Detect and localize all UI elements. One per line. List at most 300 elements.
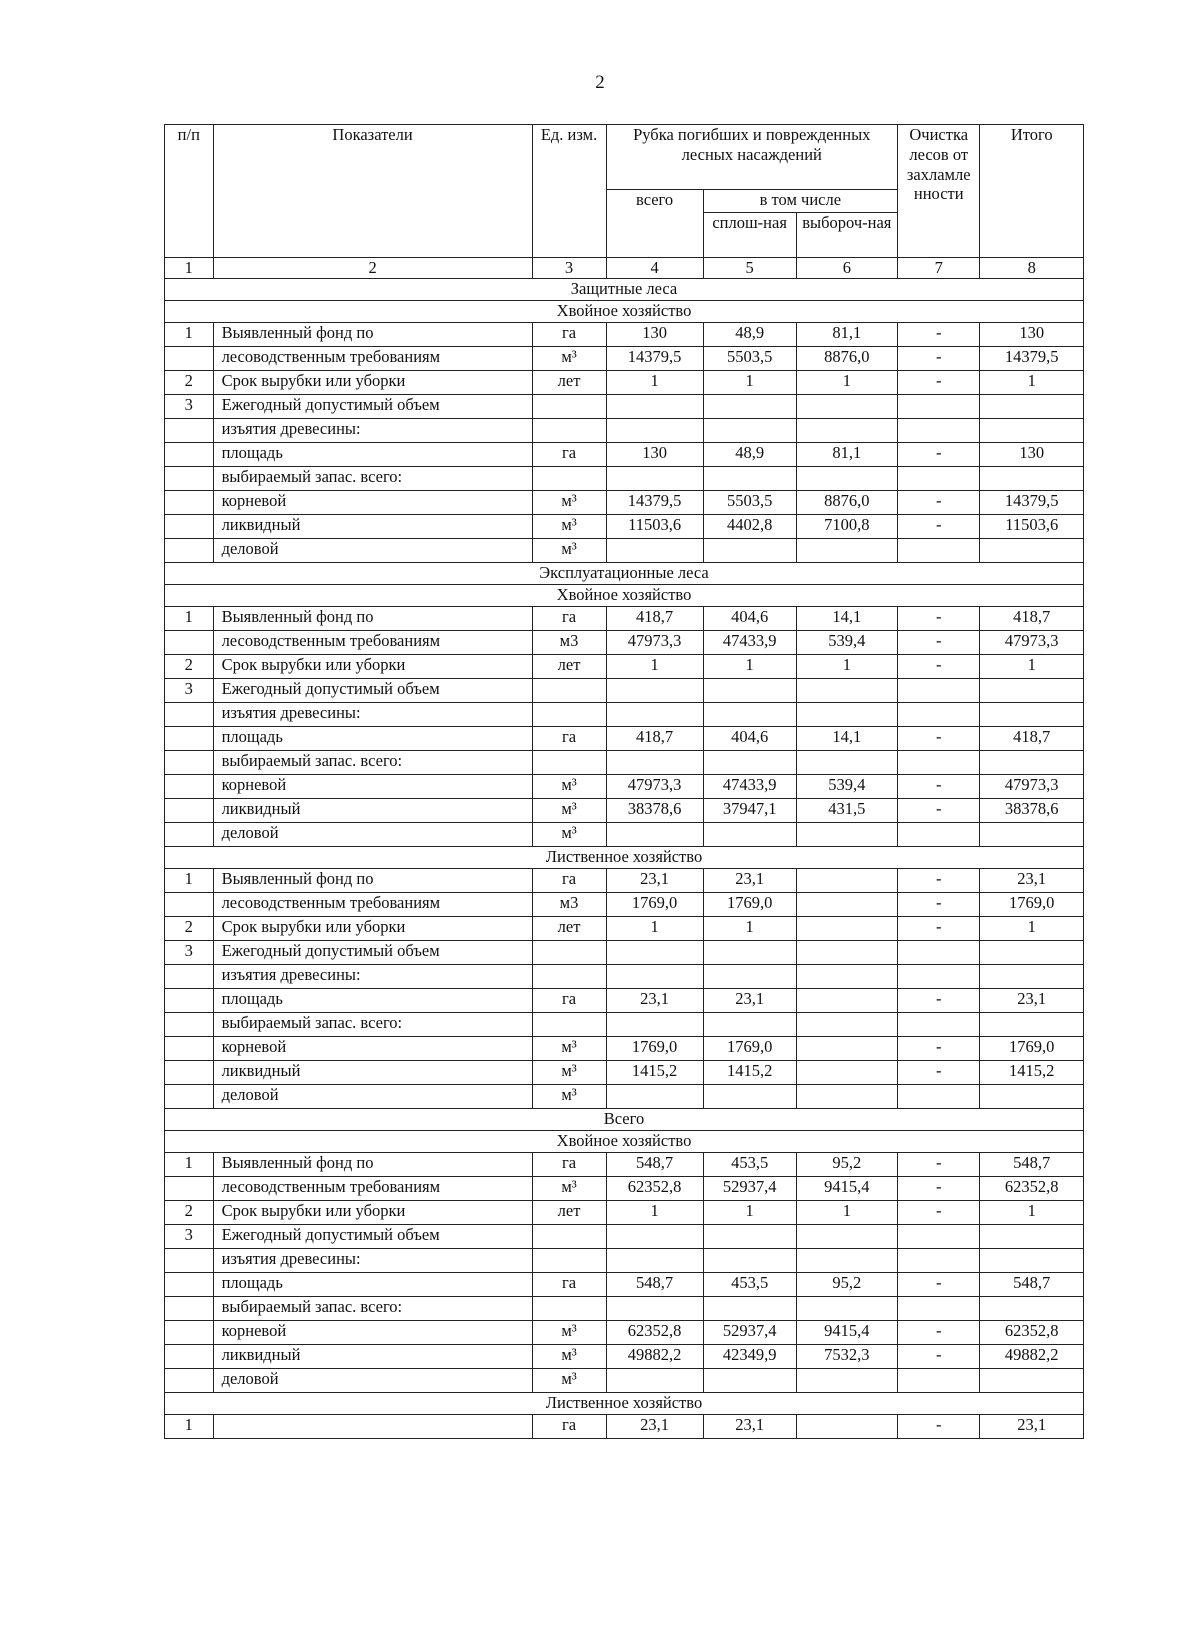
- row-number-cell: 3: [165, 1225, 214, 1249]
- felling-total-cell: [606, 1249, 703, 1273]
- table-row: [165, 1085, 1084, 1109]
- indicator-name-cell: лесоводственным требованиям: [213, 347, 532, 371]
- unit-cell: м³: [532, 347, 606, 371]
- table-row: [165, 515, 1084, 539]
- table-row: [165, 917, 1084, 941]
- cleaning-cell: [898, 395, 980, 419]
- table-row: [165, 1415, 1084, 1439]
- felling-clear-cell: 47433,9: [703, 775, 796, 799]
- row-total-cell: 23,1: [980, 869, 1084, 893]
- felling-total-cell: [606, 965, 703, 989]
- cleaning-cell: -: [898, 869, 980, 893]
- unit-cell: м³: [532, 823, 606, 847]
- unit-cell: м³: [532, 1085, 606, 1109]
- felling-clear-cell: [703, 703, 796, 727]
- felling-clear-cell: 1769,0: [703, 893, 796, 917]
- felling-clear-cell: 453,5: [703, 1153, 796, 1177]
- subsection-heading: Хвойное хозяйство: [165, 1131, 1084, 1153]
- row-total-cell: 1: [980, 917, 1084, 941]
- felling-selective-cell: [796, 679, 897, 703]
- table-row: [165, 965, 1084, 989]
- felling-total-cell: 418,7: [606, 727, 703, 751]
- unit-cell: лет: [532, 917, 606, 941]
- row-number-cell: [165, 703, 214, 727]
- felling-selective-cell: [796, 893, 897, 917]
- subsection-heading-row: [165, 1393, 1084, 1415]
- row-number-cell: [165, 491, 214, 515]
- felling-clear-cell: 42349,9: [703, 1345, 796, 1369]
- forest-felling-table-sheet: [164, 124, 1084, 1439]
- table-row: [165, 1037, 1084, 1061]
- felling-total-cell: [606, 751, 703, 775]
- felling-total-cell: 47973,3: [606, 775, 703, 799]
- felling-total-cell: 38378,6: [606, 799, 703, 823]
- cleaning-cell: -: [898, 1153, 980, 1177]
- row-total-cell: [980, 1249, 1084, 1273]
- felling-clear-cell: 37947,1: [703, 799, 796, 823]
- row-number-cell: [165, 1177, 214, 1201]
- indicator-name-cell: площадь: [213, 443, 532, 467]
- table-row: [165, 323, 1084, 347]
- row-total-cell: [980, 1369, 1084, 1393]
- indicator-name-cell: Ежегодный допустимый объем: [213, 679, 532, 703]
- felling-selective-cell: 7532,3: [796, 1345, 897, 1369]
- indicator-name-cell: деловой: [213, 823, 532, 847]
- felling-clear-cell: [703, 1225, 796, 1249]
- table-row: [165, 371, 1084, 395]
- felling-clear-cell: 52937,4: [703, 1177, 796, 1201]
- felling-selective-cell: 95,2: [796, 1153, 897, 1177]
- felling-clear-cell: [703, 1085, 796, 1109]
- indicator-name-cell: Выявленный фонд по: [213, 1153, 532, 1177]
- cleaning-cell: [898, 1249, 980, 1273]
- section-heading-row: [165, 563, 1084, 585]
- felling-clear-cell: 404,6: [703, 727, 796, 751]
- felling-selective-cell: 539,4: [796, 631, 897, 655]
- header-col-total-felling: всего: [606, 190, 703, 258]
- felling-clear-cell: [703, 965, 796, 989]
- felling-total-cell: 23,1: [606, 1415, 703, 1439]
- felling-total-cell: 1769,0: [606, 893, 703, 917]
- felling-selective-cell: 14,1: [796, 727, 897, 751]
- felling-total-cell: 11503,6: [606, 515, 703, 539]
- row-number-cell: [165, 539, 214, 563]
- felling-total-cell: [606, 539, 703, 563]
- row-number-cell: 2: [165, 655, 214, 679]
- table-row: [165, 799, 1084, 823]
- section-heading-row: [165, 1109, 1084, 1131]
- unit-cell: [532, 1297, 606, 1321]
- felling-clear-cell: 453,5: [703, 1273, 796, 1297]
- indicator-name-cell: Срок вырубки или уборки: [213, 371, 532, 395]
- indicator-name-cell: Срок вырубки или уборки: [213, 917, 532, 941]
- row-total-cell: [980, 703, 1084, 727]
- indicator-name-cell: деловой: [213, 1085, 532, 1109]
- unit-cell: га: [532, 1273, 606, 1297]
- unit-cell: лет: [532, 655, 606, 679]
- row-number-cell: [165, 1345, 214, 1369]
- indicator-name-cell: выбираемый запас. всего:: [213, 751, 532, 775]
- cleaning-cell: -: [898, 491, 980, 515]
- header-col-felling: Рубка погибших и поврежденных лесных насаждений: [606, 125, 898, 190]
- indicator-name-cell: Срок вырубки или уборки: [213, 655, 532, 679]
- indicator-name-cell: ликвидный: [213, 515, 532, 539]
- felling-clear-cell: 23,1: [703, 869, 796, 893]
- unit-cell: га: [532, 869, 606, 893]
- felling-selective-cell: 81,1: [796, 323, 897, 347]
- felling-total-cell: 418,7: [606, 607, 703, 631]
- felling-total-cell: 14379,5: [606, 491, 703, 515]
- felling-clear-cell: [703, 941, 796, 965]
- unit-cell: га: [532, 1415, 606, 1439]
- indicator-name-cell: корневой: [213, 1037, 532, 1061]
- felling-clear-cell: 48,9: [703, 443, 796, 467]
- indicator-name-cell: Ежегодный допустимый объем: [213, 1225, 532, 1249]
- felling-clear-cell: [703, 1249, 796, 1273]
- row-total-cell: 1769,0: [980, 893, 1084, 917]
- forest-felling-table: [164, 124, 1084, 1439]
- row-number-cell: [165, 515, 214, 539]
- cleaning-cell: -: [898, 1345, 980, 1369]
- felling-total-cell: 62352,8: [606, 1177, 703, 1201]
- felling-clear-cell: [703, 751, 796, 775]
- unit-cell: [532, 703, 606, 727]
- cleaning-cell: [898, 1085, 980, 1109]
- indicator-name-cell: выбираемый запас. всего:: [213, 1013, 532, 1037]
- unit-cell: га: [532, 443, 606, 467]
- indicator-name-cell: площадь: [213, 989, 532, 1013]
- felling-selective-cell: 1: [796, 1201, 897, 1225]
- row-total-cell: [980, 419, 1084, 443]
- row-number-cell: [165, 1085, 214, 1109]
- unit-cell: м³: [532, 1321, 606, 1345]
- felling-total-cell: 23,1: [606, 989, 703, 1013]
- felling-selective-cell: 9415,4: [796, 1321, 897, 1345]
- row-number-cell: 3: [165, 941, 214, 965]
- row-total-cell: 23,1: [980, 1415, 1084, 1439]
- row-total-cell: [980, 751, 1084, 775]
- column-number: 3: [532, 258, 606, 279]
- cleaning-cell: [898, 539, 980, 563]
- table-row: [165, 703, 1084, 727]
- felling-clear-cell: [703, 1013, 796, 1037]
- cleaning-cell: -: [898, 989, 980, 1013]
- table-row: [165, 751, 1084, 775]
- felling-total-cell: 1: [606, 655, 703, 679]
- row-number-cell: [165, 1273, 214, 1297]
- subsection-heading-row: [165, 1131, 1084, 1153]
- row-number-cell: [165, 631, 214, 655]
- cleaning-cell: -: [898, 1273, 980, 1297]
- felling-selective-cell: [796, 1415, 897, 1439]
- row-total-cell: [980, 1085, 1084, 1109]
- table-row: [165, 1061, 1084, 1085]
- indicator-name-cell: корневой: [213, 775, 532, 799]
- indicator-name-cell: Срок вырубки или уборки: [213, 1201, 532, 1225]
- row-total-cell: 1: [980, 655, 1084, 679]
- felling-selective-cell: [796, 751, 897, 775]
- cleaning-cell: -: [898, 1321, 980, 1345]
- felling-total-cell: 47973,3: [606, 631, 703, 655]
- unit-cell: м³: [532, 775, 606, 799]
- felling-total-cell: 14379,5: [606, 347, 703, 371]
- table-row: [165, 1369, 1084, 1393]
- row-total-cell: 1: [980, 1201, 1084, 1225]
- column-numbers-row: [165, 258, 1084, 279]
- felling-clear-cell: [703, 679, 796, 703]
- felling-selective-cell: 14,1: [796, 607, 897, 631]
- cleaning-cell: -: [898, 655, 980, 679]
- unit-cell: [532, 941, 606, 965]
- indicator-name-cell: Выявленный фонд по: [213, 323, 532, 347]
- unit-cell: м³: [532, 491, 606, 515]
- unit-cell: [532, 467, 606, 491]
- row-number-cell: [165, 893, 214, 917]
- felling-clear-cell: 52937,4: [703, 1321, 796, 1345]
- unit-cell: м3: [532, 893, 606, 917]
- felling-clear-cell: 404,6: [703, 607, 796, 631]
- indicator-name-cell: лесоводственным требованиям: [213, 631, 532, 655]
- felling-clear-cell: [703, 1369, 796, 1393]
- row-total-cell: 47973,3: [980, 631, 1084, 655]
- felling-selective-cell: [796, 1249, 897, 1273]
- subsection-heading-row: [165, 301, 1084, 323]
- column-number: 4: [606, 258, 703, 279]
- felling-selective-cell: 1: [796, 655, 897, 679]
- indicator-name-cell: ликвидный: [213, 799, 532, 823]
- row-number-cell: [165, 799, 214, 823]
- row-total-cell: [980, 941, 1084, 965]
- header-col-no: п/п: [165, 125, 214, 258]
- row-total-cell: 548,7: [980, 1153, 1084, 1177]
- felling-selective-cell: [796, 1037, 897, 1061]
- cleaning-cell: [898, 419, 980, 443]
- table-row: [165, 539, 1084, 563]
- row-number-cell: [165, 965, 214, 989]
- table-row: [165, 631, 1084, 655]
- cleaning-cell: [898, 467, 980, 491]
- cleaning-cell: [898, 751, 980, 775]
- row-total-cell: 418,7: [980, 607, 1084, 631]
- cleaning-cell: -: [898, 515, 980, 539]
- table-row: [165, 1013, 1084, 1037]
- row-number-cell: [165, 1369, 214, 1393]
- table-row: [165, 1201, 1084, 1225]
- page-number: 2: [595, 72, 605, 93]
- felling-total-cell: [606, 1085, 703, 1109]
- unit-cell: [532, 965, 606, 989]
- column-number: 2: [213, 258, 532, 279]
- felling-selective-cell: 431,5: [796, 799, 897, 823]
- row-total-cell: [980, 1225, 1084, 1249]
- row-number-cell: [165, 1249, 214, 1273]
- row-number-cell: 2: [165, 371, 214, 395]
- table-row: [165, 607, 1084, 631]
- felling-selective-cell: 539,4: [796, 775, 897, 799]
- felling-clear-cell: [703, 395, 796, 419]
- unit-cell: га: [532, 1153, 606, 1177]
- row-number-cell: 1: [165, 607, 214, 631]
- felling-selective-cell: [796, 1013, 897, 1037]
- unit-cell: [532, 1249, 606, 1273]
- felling-clear-cell: [703, 467, 796, 491]
- cleaning-cell: [898, 679, 980, 703]
- felling-total-cell: 1: [606, 371, 703, 395]
- row-number-cell: 1: [165, 1153, 214, 1177]
- felling-selective-cell: 95,2: [796, 1273, 897, 1297]
- row-total-cell: [980, 467, 1084, 491]
- table-row: [165, 419, 1084, 443]
- cleaning-cell: [898, 823, 980, 847]
- felling-clear-cell: 1415,2: [703, 1061, 796, 1085]
- table-row: [165, 1273, 1084, 1297]
- cleaning-cell: [898, 1297, 980, 1321]
- felling-total-cell: 130: [606, 323, 703, 347]
- table-row: [165, 1153, 1084, 1177]
- row-total-cell: 47973,3: [980, 775, 1084, 799]
- felling-clear-cell: 5503,5: [703, 347, 796, 371]
- felling-total-cell: 1: [606, 1201, 703, 1225]
- row-total-cell: 1: [980, 371, 1084, 395]
- row-number-cell: 3: [165, 395, 214, 419]
- cleaning-cell: -: [898, 323, 980, 347]
- row-total-cell: [980, 539, 1084, 563]
- felling-total-cell: [606, 1225, 703, 1249]
- unit-cell: м³: [532, 1037, 606, 1061]
- unit-cell: [532, 1225, 606, 1249]
- felling-total-cell: [606, 679, 703, 703]
- row-number-cell: 2: [165, 1201, 214, 1225]
- row-number-cell: 3: [165, 679, 214, 703]
- indicator-name-cell: ликвидный: [213, 1061, 532, 1085]
- header-col-clear: сплош-ная: [703, 213, 796, 258]
- table-row: [165, 823, 1084, 847]
- felling-selective-cell: [796, 395, 897, 419]
- row-number-cell: [165, 727, 214, 751]
- cleaning-cell: -: [898, 893, 980, 917]
- felling-selective-cell: [796, 965, 897, 989]
- table-row: [165, 989, 1084, 1013]
- indicator-name-cell: выбираемый запас. всего:: [213, 1297, 532, 1321]
- row-total-cell: [980, 823, 1084, 847]
- felling-selective-cell: 9415,4: [796, 1177, 897, 1201]
- row-number-cell: [165, 751, 214, 775]
- table-row: [165, 679, 1084, 703]
- felling-selective-cell: 1: [796, 371, 897, 395]
- row-number-cell: 1: [165, 323, 214, 347]
- felling-clear-cell: 23,1: [703, 1415, 796, 1439]
- cleaning-cell: -: [898, 1201, 980, 1225]
- felling-selective-cell: [796, 539, 897, 563]
- felling-selective-cell: [796, 823, 897, 847]
- indicator-name-cell: Ежегодный допустимый объем: [213, 395, 532, 419]
- indicator-name-cell: корневой: [213, 1321, 532, 1345]
- felling-clear-cell: 1: [703, 655, 796, 679]
- row-number-cell: [165, 1061, 214, 1085]
- indicator-name-cell: Выявленный фонд по: [213, 869, 532, 893]
- unit-cell: м³: [532, 539, 606, 563]
- indicator-name-cell: площадь: [213, 727, 532, 751]
- row-number-cell: [165, 419, 214, 443]
- table-row: [165, 869, 1084, 893]
- row-number-cell: [165, 823, 214, 847]
- felling-total-cell: 1415,2: [606, 1061, 703, 1085]
- cleaning-cell: -: [898, 443, 980, 467]
- table-row: [165, 1249, 1084, 1273]
- felling-total-cell: 23,1: [606, 869, 703, 893]
- unit-cell: м³: [532, 1369, 606, 1393]
- column-number: 8: [980, 258, 1084, 279]
- section-heading: Всего: [165, 1109, 1084, 1131]
- felling-selective-cell: 7100,8: [796, 515, 897, 539]
- cleaning-cell: -: [898, 727, 980, 751]
- cleaning-cell: [898, 703, 980, 727]
- row-total-cell: 1769,0: [980, 1037, 1084, 1061]
- felling-total-cell: [606, 419, 703, 443]
- felling-total-cell: [606, 467, 703, 491]
- section-heading: Защитные леса: [165, 279, 1084, 301]
- cleaning-cell: [898, 1369, 980, 1393]
- cleaning-cell: -: [898, 1061, 980, 1085]
- table-row: [165, 1321, 1084, 1345]
- row-total-cell: 130: [980, 323, 1084, 347]
- indicator-name-cell: лесоводственным требованиям: [213, 1177, 532, 1201]
- unit-cell: м3: [532, 631, 606, 655]
- felling-total-cell: [606, 941, 703, 965]
- felling-clear-cell: 47433,9: [703, 631, 796, 655]
- felling-selective-cell: [796, 1225, 897, 1249]
- row-number-cell: 1: [165, 869, 214, 893]
- indicator-name-cell: изъятия древесины:: [213, 1249, 532, 1273]
- unit-cell: м³: [532, 515, 606, 539]
- cleaning-cell: -: [898, 347, 980, 371]
- cleaning-cell: -: [898, 1037, 980, 1061]
- column-number: 6: [796, 258, 897, 279]
- felling-total-cell: [606, 1297, 703, 1321]
- row-number-cell: [165, 1013, 214, 1037]
- cleaning-cell: -: [898, 607, 980, 631]
- row-number-cell: [165, 989, 214, 1013]
- felling-total-cell: [606, 703, 703, 727]
- table-row: [165, 893, 1084, 917]
- felling-clear-cell: 4402,8: [703, 515, 796, 539]
- felling-total-cell: 1769,0: [606, 1037, 703, 1061]
- row-total-cell: [980, 395, 1084, 419]
- felling-clear-cell: 1769,0: [703, 1037, 796, 1061]
- row-number-cell: 1: [165, 1415, 214, 1439]
- felling-selective-cell: [796, 869, 897, 893]
- subsection-heading: Лиственное хозяйство: [165, 847, 1084, 869]
- cleaning-cell: [898, 1225, 980, 1249]
- felling-total-cell: [606, 823, 703, 847]
- unit-cell: м³: [532, 1177, 606, 1201]
- cleaning-cell: -: [898, 1177, 980, 1201]
- unit-cell: [532, 395, 606, 419]
- felling-selective-cell: [796, 989, 897, 1013]
- table-header: [165, 125, 1084, 279]
- felling-clear-cell: [703, 823, 796, 847]
- row-total-cell: 548,7: [980, 1273, 1084, 1297]
- unit-cell: [532, 751, 606, 775]
- felling-selective-cell: 8876,0: [796, 491, 897, 515]
- cleaning-cell: -: [898, 1415, 980, 1439]
- subsection-heading: Лиственное хозяйство: [165, 1393, 1084, 1415]
- felling-clear-cell: 5503,5: [703, 491, 796, 515]
- row-total-cell: [980, 1013, 1084, 1037]
- indicator-name-cell: деловой: [213, 1369, 532, 1393]
- felling-total-cell: 548,7: [606, 1153, 703, 1177]
- unit-cell: лет: [532, 1201, 606, 1225]
